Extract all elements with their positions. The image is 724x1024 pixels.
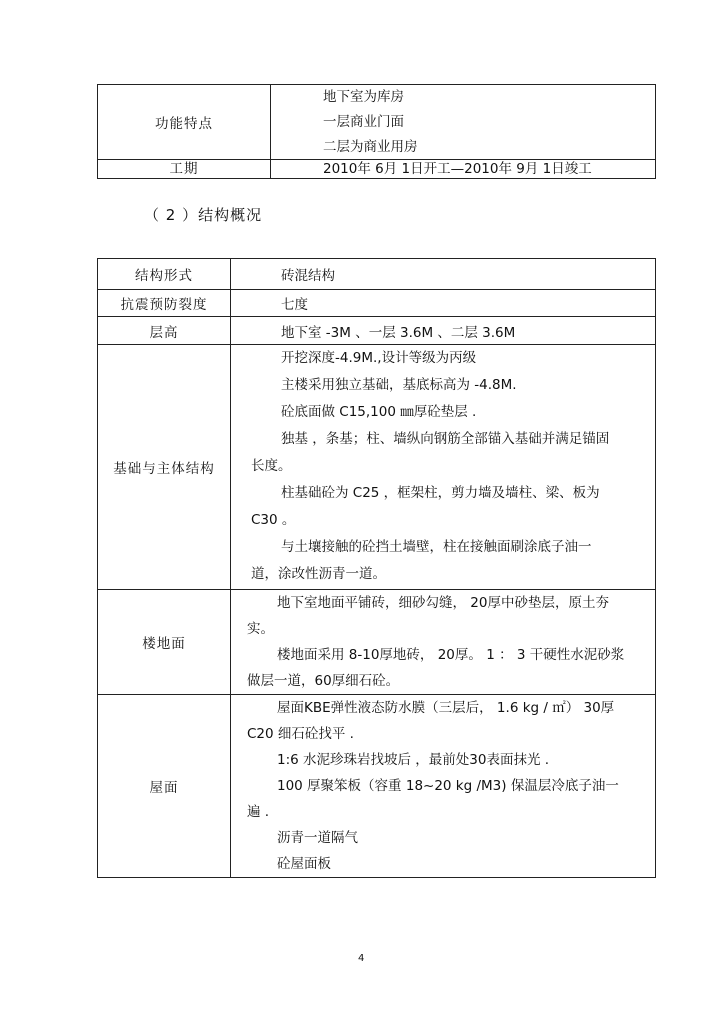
seismic-label: 抗震预防裂度 [98, 290, 231, 317]
project-features-table [97, 84, 656, 179]
seismic-value: 七度 [231, 290, 656, 317]
function-line: 地下室为库房 [323, 89, 404, 105]
foundation-line: 柱基础砼为 C25 ，框架柱，剪力墙及墙柱、梁、板为 [281, 485, 600, 501]
foundation-line: 独基 ，条基；柱、墙纵向钢筋全部锚入基础并满足锚固 [281, 431, 610, 447]
roof-line: 100 厚聚笨板（容重 18~20 kg /M3) 保温层冷底子油一 [277, 778, 619, 794]
table-row [98, 695, 656, 878]
foundation-line: 开挖深度-4.9M.,设计等级为丙级 [281, 350, 477, 366]
floor-height-label: 层高 [98, 317, 231, 345]
structure-form-value: 砖混结构 [231, 259, 656, 290]
roof-line: 遍 . [247, 804, 270, 820]
roof-label: 屋面 [98, 695, 231, 878]
structure-overview-table [97, 258, 656, 878]
function-value [271, 85, 656, 160]
section-heading: （ 2 ）结构概况 [144, 206, 263, 224]
table-row [98, 317, 656, 345]
function-line: 一层商业门面 [323, 114, 404, 130]
floor-label: 楼地面 [98, 590, 231, 695]
function-line: 二层为商业用房 [323, 139, 418, 155]
table-row [98, 85, 656, 160]
structure-form-label: 结构形式 [98, 259, 231, 290]
foundation-value [231, 345, 656, 590]
schedule-label: 工期 [98, 160, 271, 179]
foundation-line: 道，涂改性沥青一道。 [251, 566, 386, 582]
floor-line: 楼地面采用 8-10厚地砖， 20厚。 1 ： 3 干硬性水泥砂浆 [277, 647, 625, 663]
schedule-value: 2010年 6月 1日开工—2010年 9月 1日竣工 [271, 160, 656, 179]
foundation-line: C30 。 [251, 512, 296, 528]
foundation-line: 长度。 [251, 458, 292, 474]
table-row [98, 160, 656, 179]
floor-line: 做层一道，60厚细石砼。 [247, 673, 400, 689]
roof-line: 砼屋面板 [277, 856, 331, 872]
function-label: 功能特点 [98, 85, 271, 160]
roof-value [231, 695, 656, 878]
page-number: 4 [358, 953, 365, 964]
table-row [98, 290, 656, 317]
floor-line: 地下室地面平铺砖，细砂勾缝， 20厚中砂垫层，原土夯 [277, 595, 609, 611]
foundation-line: 砼底面做 C15,100 ㎜厚砼垫层 . [281, 404, 477, 420]
floor-line: 实。 [247, 621, 274, 637]
floor-value [231, 590, 656, 695]
roof-line: 1:6 水泥珍珠岩找坡后 ，最前处30表面抹光 . [277, 752, 550, 768]
foundation-line: 主楼采用独立基础，基底标高为 -4.8M. [281, 377, 517, 393]
table-row [98, 345, 656, 590]
table-row [98, 259, 656, 290]
foundation-line: 与土壤接触的砼挡土墙壁，柱在接触面刷涂底子油一 [281, 539, 592, 555]
roof-line: 沥青一道隔气 [277, 830, 358, 846]
roof-line: 屋面KBE弹性液态防水膜（三层后， 1.6 kg / ㎡） 30厚 [277, 700, 615, 716]
table-row [98, 590, 656, 695]
foundation-label: 基础与主体结构 [98, 345, 231, 590]
roof-line: C20 细石砼找平 . [247, 726, 354, 742]
floor-height-value: 地下室 -3M 、一层 3.6M 、二层 3.6M [231, 317, 656, 345]
